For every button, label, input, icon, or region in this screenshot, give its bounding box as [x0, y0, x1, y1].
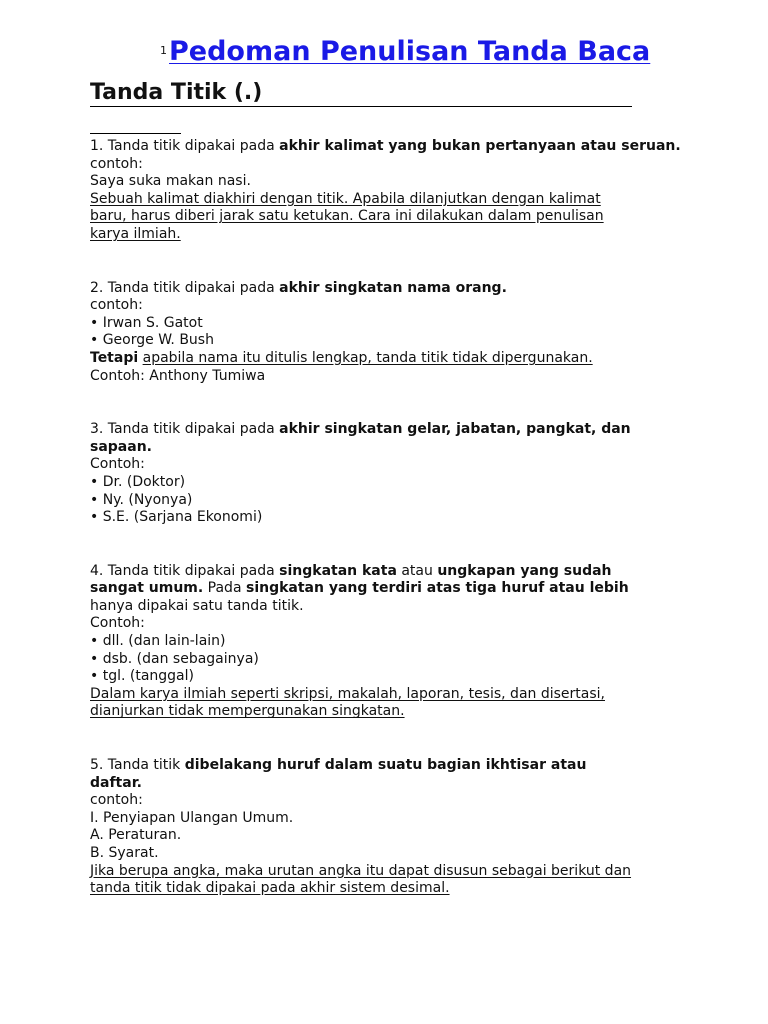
note-line: Dalam karya ilmiah seperti skripsi, makalah, laporan, tesis, dan disertasi,	[90, 685, 605, 702]
document-page	[90, 36, 690, 898]
rule-intro: 3. Tanda titik dipakai pada	[90, 421, 280, 438]
example-label: contoh:	[90, 155, 143, 172]
rule-plain: hanya dipakai satu tanda titik.	[90, 597, 304, 614]
list-item: • tgl. (tanggal)	[90, 668, 194, 685]
rule-text: sapaan.	[90, 438, 152, 455]
spacer	[90, 721, 690, 757]
rule-text: sangat umum.	[90, 580, 204, 597]
note-line: Sebuah kalimat diakhiri dengan titik. Apabila dilanjutkan dengan kalimat	[90, 190, 601, 207]
rule-intro: 2. Tanda titik dipakai pada	[90, 279, 280, 296]
page-number: 1	[160, 44, 167, 57]
note-line: baru, harus diberi jarak satu ketukan. Cara ini dilakukan dalam penulisan	[90, 208, 604, 225]
rule-text: akhir singkatan gelar, jabatan, pangkat, dan	[279, 421, 631, 438]
rule-item-5	[90, 757, 690, 898]
rule-text: akhir singkatan nama orang.	[279, 279, 507, 296]
spacer	[90, 244, 690, 280]
example-text: B. Syarat.	[90, 845, 159, 861]
rule-intro: 5. Tanda titik	[90, 757, 185, 774]
tetapi-label: Tetapi	[90, 349, 139, 366]
spacer	[90, 385, 690, 421]
rule-intro: 1. Tanda titik dipakai pada	[90, 138, 280, 154]
list-item: • Ny. (Nyonya)	[90, 491, 193, 508]
rule-item-4	[90, 563, 690, 721]
rule-item-3	[90, 421, 690, 527]
list-item: • George W. Bush	[90, 332, 214, 349]
note-line: apabila nama itu ditulis lengkap, tanda titik tidak dipergunakan.	[142, 349, 593, 366]
note-line: Jika berupa angka, maka urutan angka itu dapat disusun sebagai berikut dan	[90, 862, 632, 879]
rule-intro: 4. Tanda titik dipakai pada	[90, 562, 280, 579]
example-text: I. Penyiapan Ulangan Umum.	[90, 809, 294, 826]
example-text: A. Peraturan.	[90, 827, 182, 844]
rule-plain: atau	[396, 562, 438, 579]
section-heading: Tanda Titik (.)	[90, 80, 632, 107]
rule-text: ungkapan yang sudah	[437, 562, 612, 579]
rule-plain: Pada	[203, 580, 246, 597]
rule-text: daftar.	[90, 774, 142, 791]
example-label: Contoh:	[90, 615, 145, 632]
list-item: • S.E. (Sarjana Ekonomi)	[90, 509, 263, 526]
example-label: contoh:	[90, 297, 143, 314]
list-item: • Dr. (Doktor)	[90, 473, 186, 490]
spacer	[90, 527, 690, 563]
rule-text: akhir kalimat yang bukan pertanyaan atau seruan.	[279, 138, 681, 154]
divider	[90, 133, 181, 134]
example-text: Contoh: Anthony Tumiwa	[90, 367, 266, 384]
list-item: • dll. (dan lain-lain)	[90, 633, 226, 650]
note-line: tanda titik tidak dipakai pada akhir sistem desimal.	[90, 880, 450, 897]
document-title[interactable]: Pedoman Penulisan Tanda Baca	[169, 36, 651, 67]
example-label: contoh:	[90, 792, 143, 809]
list-item: • Irwan S. Gatot	[90, 314, 203, 331]
example-label: Contoh:	[90, 456, 145, 473]
note-line: karya ilmiah.	[90, 225, 181, 242]
example-text: Saya suka makan nasi.	[90, 173, 251, 190]
title-row	[160, 36, 690, 80]
rule-text: singkatan yang terdiri atas tiga huruf atau lebih	[245, 580, 629, 597]
note-line: dianjurkan tidak mempergunakan singkatan.	[90, 703, 405, 720]
rule-item-1	[90, 138, 690, 244]
list-item: • dsb. (dan sebagainya)	[90, 650, 259, 667]
rule-text: singkatan kata	[279, 562, 397, 579]
rule-text: dibelakang huruf dalam suatu bagian ikhtisar atau	[184, 757, 587, 774]
rule-item-2	[90, 280, 690, 386]
